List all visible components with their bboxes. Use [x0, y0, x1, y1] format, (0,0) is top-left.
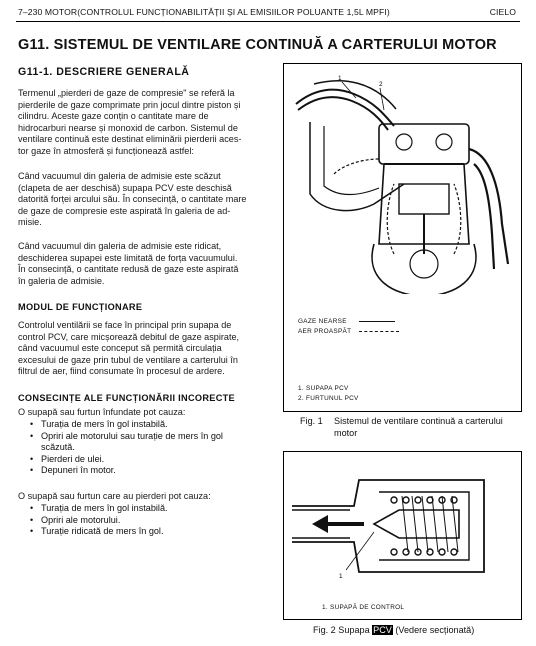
list-item: • Turație ridicată de mers în gol. — [28, 526, 260, 538]
figure-2-caption-prefix: Fig. 2 Supapa — [313, 625, 373, 635]
engine-crankcase-diagram — [284, 64, 521, 294]
operation-paragraph: Controlul ventilării se face în principal prin supapa de control PCV, care micșorează debitul de gaze aspirate, când vacuumul este conceput să permită circulația excesului de gaze prin tubul de ventilare a carterului în filtrul de aer, fiind consumate în procesul de ardere. — [18, 320, 240, 376]
figure-1-caption: Sistemul de ventilare continuă a carterului motor — [334, 416, 503, 438]
figure-1-frame — [283, 63, 522, 412]
figure-2-part-1: 1. SUPAPĂ DE CONTROL — [322, 604, 405, 611]
running-header-model: CIELO — [489, 7, 516, 17]
clogged-effects-list — [28, 419, 260, 477]
list-item: • Turația de mers în gol instabilă. — [28, 503, 260, 515]
figure-2-callout-1: 1 — [339, 573, 343, 580]
figure-1-part-1: 1. SUPAPA PCV — [298, 385, 349, 392]
list-item: • Pierderi de ulei. — [28, 454, 260, 466]
figure-2-caption-suffix: (Vedere secționată) — [392, 625, 475, 635]
legend-fresh-air-label: AER PROASPĂT — [298, 328, 352, 335]
figure-2-caption-highlight: PCV — [373, 625, 392, 635]
list-item: • Opriri ale motorului. — [28, 515, 260, 527]
figure-2-caption — [313, 625, 474, 637]
figure-1-part-2: 2. FURTUNUL PCV — [298, 395, 359, 402]
header-rule — [16, 21, 520, 22]
legend-fresh-air-line — [359, 331, 399, 332]
pcv-valve-section-diagram — [284, 452, 521, 582]
figure-2-frame — [283, 451, 522, 620]
section-heading: G11-1. DESCRIERE GENERALĂ — [18, 66, 190, 78]
faults-heading: CONSECINȚE ALE FUNCȚIONĂRII INCORECTE — [18, 393, 235, 403]
operation-heading: MODUL DE FUNCȚIONARE — [18, 302, 143, 312]
intro-paragraph: Termenul „pierderi de gaze de compresie" se referă la pierderile de gaze comprimate prin jocul dintre piston și cilindru. Aceste gaze conțin o cantitate mare de hidrocarburi nearse și monoxid de carbon. Sistemul de ventilare continuă este destinat eliminării pierderii aces- tor gaze în atmosferă și funcționează astfel: — [18, 88, 242, 156]
clogged-intro: O supapă sau furtun înfundate pot cauza: — [18, 407, 186, 417]
figure-1-callout-2: 2 — [379, 81, 383, 88]
legend-blowby-label: GAZE NEARSE — [298, 318, 347, 325]
figure-1-caption-number: Fig. 1 — [300, 416, 323, 426]
list-item: • Turația de mers în gol instabilă. — [28, 419, 260, 431]
running-header: 7–230 MOTOR(CONTROLUL FUNCȚIONABILITĂȚII ȘI AL EMISIILOR POLUANTE 1,5L MPFI) — [18, 7, 390, 17]
leaking-effects-list — [28, 503, 260, 538]
leaking-intro: O supapă sau furtun care au pierderi pot cauza: — [18, 491, 211, 501]
list-item: • Depuneri în motor. — [28, 465, 260, 477]
list-item: • Opriri ale motorului sau turație de mers în gol scăzută. — [28, 431, 260, 454]
page-title: G11. SISTEMUL DE VENTILARE CONTINUĂ A CARTERULUI MOTOR — [18, 37, 497, 53]
low-vacuum-paragraph: Când vacuumul din galeria de admisie este scăzut (clapeta de aer deschisă) supapa PCV este deschisă datorită forței arcului său. În consecință, o cantitate mare de gaze de compresie este aspirată în galeria de ad- misie. — [18, 171, 247, 227]
figure-1-callout-1: 1 — [338, 75, 342, 82]
high-vacuum-paragraph: Când vacuumul din galeria de admisie este ridicat, deschiderea supapei este limitată de forța vacuumului. În consecință, o cantitate redusă de gaze este aspirată în galeria de admisie. — [18, 241, 239, 286]
legend-blowby-line — [359, 321, 395, 322]
